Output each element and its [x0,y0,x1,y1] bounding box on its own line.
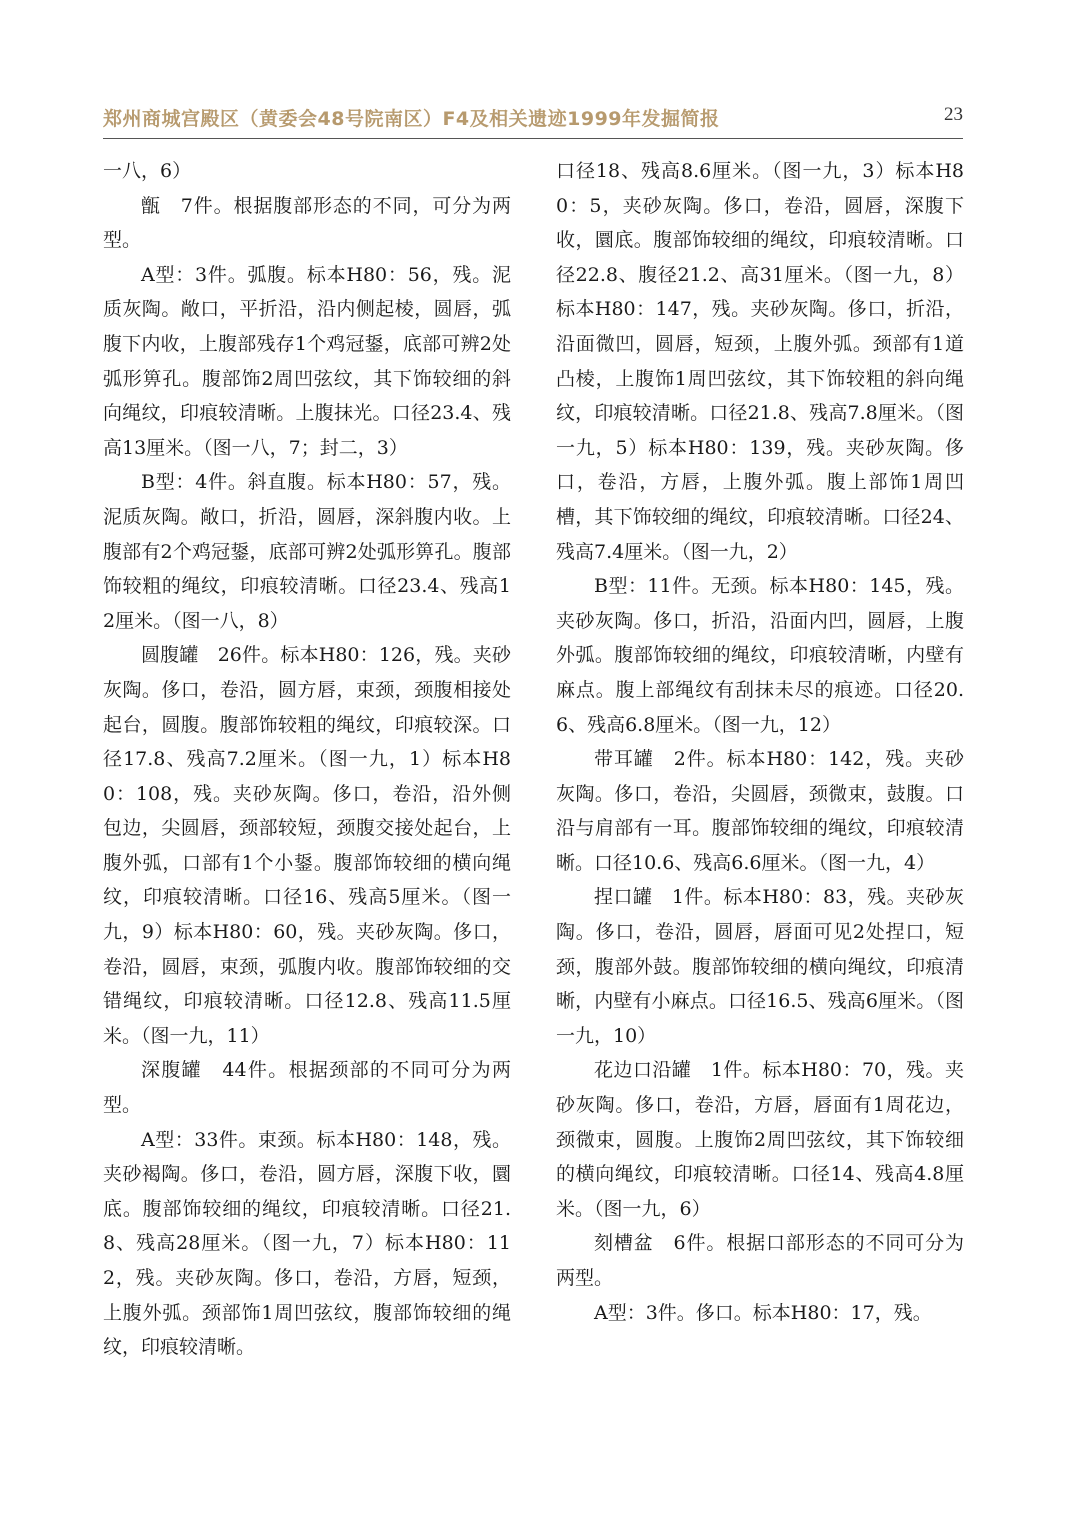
paragraph: 一八，6） [103,160,192,182]
paragraph: B型：4件。斜直腹。标本H80：57，残。泥质灰陶。敞口，折沿，圆唇，深斜腹内收。上腹部有2个鸡冠鋬，底部可辨2处弧形箅孔。腹部饰较粗的绳纹，印痕较清晰。口径23.4、残高12厘米。（图一八，8） [103,471,511,632]
paragraph: 捏口罐 1件。标本H80：83，残。夹砂灰陶。侈口，卷沿，圆唇，唇面可见2处捏口，短颈，腹部外鼓。腹部饰较细的横向绳纹，印痕清晰，内壁有小麻点。口径16.5、残高6厘米。（图一九，10） [556,886,964,1047]
left-text-column [103,154,511,1365]
paragraph: 口径18、残高8.6厘米。（图一九，3）标本H80：5，夹砂灰陶。侈口，卷沿，圆唇，深腹下收，圜底。腹部饰较细的绳纹，印痕较清晰。口径22.8、腹径21.2、高31厘米。（图一九，8）标本H80：147，残。夹砂灰陶。侈口，折沿，沿面微凹，圆唇，短颈，上腹外弧。颈部有1道凸棱，上腹饰1周凹弦纹，其下饰较粗的斜向绳纹，印痕较清晰。口径21.8、残高7.8厘米。（图一九，5）标本H80：139，残。夹砂灰陶。侈口，卷沿，方唇，上腹外弧。腹上部饰1周凹槽，其下饰较细的绳纹，印痕较清晰。口径24、残高7.4厘米。（图一九，2） [556,160,964,563]
paragraph: 甑 7件。根据腹部形态的不同，可分为两型。 [103,194,511,252]
paragraph: 圆腹罐 26件。标本H80：126，残。夹砂灰陶。侈口，卷沿，圆方唇，束颈，颈腹相接处起台，圆腹。腹部饰较粗的绳纹，印痕较深。口径17.8、残高7.2厘米。（图一九，1）标本H80：108，残。夹砂灰陶。侈口，卷沿，沿外侧包边，尖圆唇，颈部较短，颈腹交接处起台，上腹外弧，口部有1个小鋬。腹部饰较细的横向绳纹，印痕较清晰。口径16、残高5厘米。（图一九，9）标本H80：60，残。夹砂灰陶。侈口，卷沿，圆唇，束颈，弧腹内收。腹部饰较细的交错绳纹，印痕较清晰。口径12.8、残高11.5厘米。（图一九，11） [103,644,511,1047]
paragraph: A型：3件。侈口。标本H80：17，残。 [594,1301,932,1324]
header-divider [103,138,963,139]
paragraph: A型：3件。弧腹。标本H80：56，残。泥质灰陶。敞口，平折沿，沿内侧起棱，圆唇，弧腹下内收，上腹部残存1个鸡冠鋬，底部可辨2处弧形箅孔。腹部饰2周凹弦纹，其下饰较细的斜向绳纹，印痕较清晰。上腹抹光。口径23.4、残高13厘米。（图一八，7；封二，3） [103,263,511,459]
paragraph: 深腹罐 44件。根据颈部的不同可分为两型。 [103,1059,511,1117]
running-header [103,104,963,136]
paragraph: B型：11件。无颈。标本H80：145，残。夹砂灰陶。侈口，折沿，沿面内凹，圆唇，上腹外弧。腹部饰较细的绳纹，印痕较清晰，内壁有麻点。腹上部绳纹有刮抹未尽的痕迹。口径20.6、残高6.8厘米。（图一九，12） [556,575,964,736]
paragraph: 带耳罐 2件。标本H80：142，残。夹砂灰陶。侈口，卷沿，尖圆唇，颈微束，鼓腹。口沿与肩部有一耳。腹部饰较细的绳纹，印痕较清晰。口径10.6、残高6.6厘米。（图一九，4） [556,748,964,874]
paragraph: 刻槽盆 6件。根据口部形态的不同可分为两型。 [556,1232,964,1289]
paragraph: 花边口沿罐 1件。标本H80：70，残。夹砂灰陶。侈口，卷沿，方唇，唇面有1周花边，颈微束，圆腹。上腹饰2周凹弦纹，其下饰较细的横向绳纹，印痕较清晰。口径14、残高4.8厘米。（图一九，6） [556,1059,964,1220]
right-text-column [556,154,964,1330]
page-number: 23 [944,104,963,125]
paragraph: A型：33件。束颈。标本H80：148，残。夹砂褐陶。侈口，卷沿，圆方唇，深腹下收，圜底。腹部饰较细的绳纹，印痕较清晰。口径21.8、残高28厘米。（图一九，7）标本H80：112，残。夹砂灰陶。侈口，卷沿，方唇，短颈，上腹外弧。颈部饰1周凹弦纹，腹部饰较细的绳纹，印痕较清晰。 [103,1128,511,1359]
journal-running-title: 郑州商城宫殿区（黄委会48号院南区）F4及相关遗迹1999年发掘简报 [103,108,720,130]
